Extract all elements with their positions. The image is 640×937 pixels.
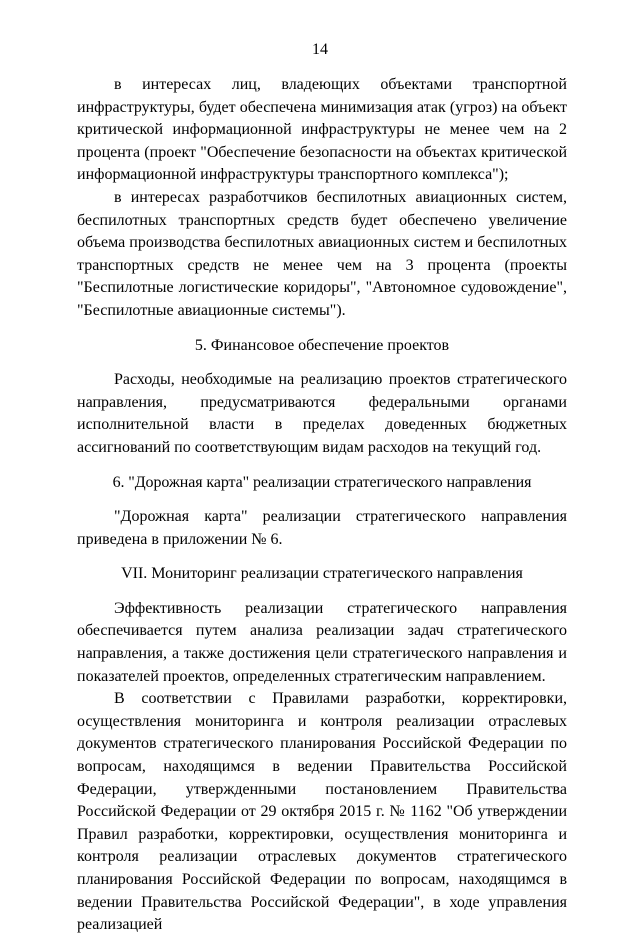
page-number: 14 — [312, 41, 328, 58]
section-heading-roadmap: 6. "Дорожная карта" реализации стратегического направления — [112, 473, 532, 491]
paragraph-unmanned-systems: в интересах разработчиков беспилотных авиационных систем, беспилотных транспортных средств будет обеспечено увеличение объема производства беспилотных авиационных систем и беспилотных транспортных средств не менее чем на 3 процента (проекты "Беспилотные логистические коридоры", "Автономное судовождение", "Беспилотные авиационные системы"). — [77, 188, 567, 319]
document-body — [77, 74, 567, 937]
paragraph-transport-infrastructure: в интересах лиц, владеющих объектами транспортной инфраструктуры, будет обеспечена минимизация атак (угроз) на объект критической информационной инфраструктуры не менее чем на 2 процента (проект "Обеспечение безопасности на объектах критической информационной инфраструктуры транспортного комплекса"); — [77, 76, 567, 184]
section-heading-monitoring: VII. Мониторинг реализации стратегического направления — [121, 565, 523, 583]
paragraph-roadmap-appendix: "Дорожная карта" реализации стратегического направления приведена в приложении № 6. — [77, 508, 567, 548]
paragraph-rules-reference: В соответствии с Правилами разработки, корректировки, осуществления мониторинга и контроля реализации отраслевых документов стратегического планирования Российской Федерации по вопросам, находящимся в ведении Правительства Российской Федерации, утвержденными постановлением Правительства Российской Федерации от 29 октября 2015 г. № 1162 "Об утверждении Правил разработки, корректировки, осуществления мониторинга и контроля реализации отраслевых документов стратегического планирования Российской Федерации по вопросам, находящимся в ведении Правительства Российской Федерации", в ходе управления реализацией — [77, 690, 567, 934]
paragraph-expenses: Расходы, необходимые на реализацию проектов стратегического направления, предусматриваются федеральными органами исполнительной власти в пределах доведенных бюджетных ассигнований по соответствующим видам расходов на текущий год. — [77, 371, 567, 456]
section-heading-financing: 5. Финансовое обеспечение проектов — [194, 336, 450, 354]
paragraph-monitoring-effectiveness: Эффективность реализации стратегического направления обеспечивается путем анализа реализации задач стратегического направления, а также достижения цели стратегического направления и показателей проектов, определенных стратегическим направлением. — [77, 599, 567, 685]
